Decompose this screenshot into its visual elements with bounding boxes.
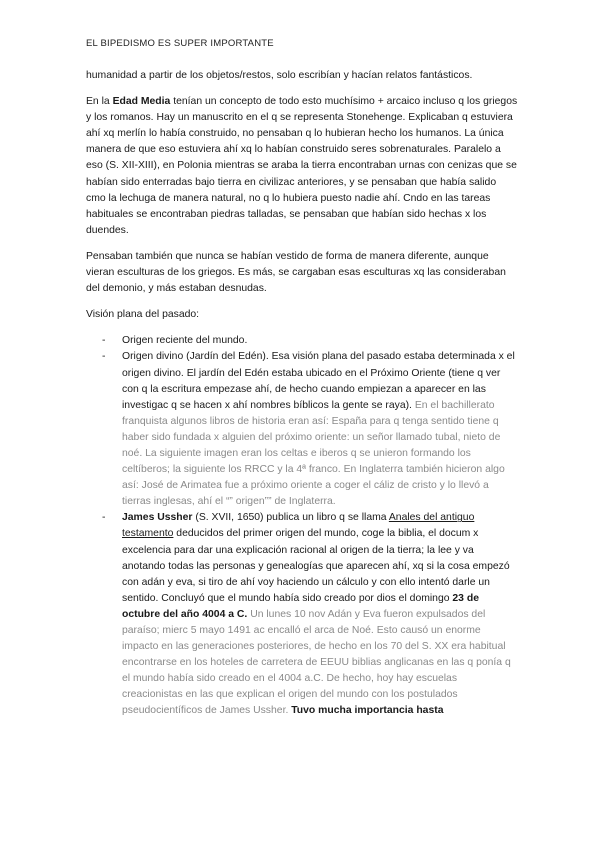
list-item [86, 510, 518, 719]
text-span: tenían un concepto de todo esto muchísimo + arcaico incluso q los griegos y los romanos. Hay un manuscrito en el q se representa Stonehenge. Explicaban q estuviera ahí xq merlín lo había construido, no pensaban q lo hubieran hecho los humanos. La única manera de que eso estuviera ahí xq lo habían construido seres sobrenaturales. Paralelo a eso (S. XII-XIII), en Polonia mientras se araba la tierra encontraban urnas con cenizas que se habían sido enterradas bajo tierra en civilizac anteriores, y se pensaban que había salido cmo la lechuga de manera natural, no q lo hubiera puesto nadie ahí. Cndo en las tareas habituales se encontraban piedras talladas, se pensaban que habían sido hechas x los duendes. [86, 96, 518, 236]
paragraph-vestimenta: Pensaban también que nunca se habían vestido de forma de manera diferente, aunque vieran esculturas de los griegos. Es más, se cargaban esas esculturas xq las consideraban del demonio, y más estaban desnudas. [86, 250, 506, 295]
list-item-text: Origen divino (Jardín del Edén). Esa visión plana del pasado estaba determinada x el origen divino. El jardín del Edén estaba ubicado en el Próximo Oriente (tiene q ver con q la escritura empezase ahí, de hecho cuando empiezan a aparecer en las investigac q se hacen x ahí nombres bíblicos la gente se raya). [122, 351, 515, 411]
list-item-gray-text: En el bachillerato franquista algunos libros de historia eran así: España para q tenga sentido tiene q haber sido fundada x alguien del próximo oriente: un señor llamado tubal, nieto de noé. La siguiente imagen eran los celtas e iberos q se unieron formando los celtíberos; la siguiente los RRCC y la 4ª franco. En Inglaterra también hicieron algo así: José de Arimatea fue a próximo oriente a coger el cáliz de cristo y lo llevó a tierras inglesas, ahí el “” origen”” de Inglaterra. [122, 399, 505, 508]
underlined-book-title: Anales del antiguo testamento [122, 512, 475, 540]
paragraph-continuation: humanidad a partir de los objetos/restos, solo escribían y hacían relatos fantásticos. [86, 70, 473, 81]
document-body [86, 68, 518, 720]
paragraph-vision-plana: Visión plana del pasado: [86, 309, 200, 321]
bold-trailing-text: Tuvo mucha importancia hasta [288, 705, 444, 717]
list-dash: - [102, 335, 106, 347]
list-dash: - [102, 351, 106, 363]
list-item [86, 333, 518, 349]
list-item-gray-text: Un lunes 10 nov Adán y Eva fueron expulsados del paraíso; mierc 5 mayo 1491 ac encalló el arca de Noé. Esto causó un enorme impacto en las generaciones posteriores, de hecho en los 70 del S. XX era habitual encontrarse en los hoteles de carretera de EEUU biblias anglicanas en las q ponía q el mundo había sido creado en el 4004 a.C. De hecho, hoy hay escuelas creacionistas en las que explican el origen del mundo con los postulados pseudocientíficos de James Ussher. [122, 608, 511, 717]
list-dash: - [102, 512, 106, 524]
text-span: En la [86, 96, 113, 108]
bold-name-ussher: James Ussher [122, 512, 193, 524]
paragraph-edad-media [86, 94, 518, 239]
bullet-list [86, 333, 518, 719]
bold-term-edad-media: Edad Media [112, 96, 171, 108]
list-item-text: deducidos del primer origen del mundo, coge la biblia, el docum x excelencia para dar una explicación racional al origen de la tierra; la lee y va anotando todas las personas y genealogías que aparecen ahí, xq si la cosa empezó con adán y eva, si tiro de ahí voy haciendo un cálculo y con ello intentó darle un sentido. Concluyó que el mundo había sido creado por dios el domingo [122, 528, 510, 604]
list-item-text: Origen reciente del mundo. [122, 335, 248, 347]
page-header: EL BIPEDISMO ES SUPER IMPORTANTE [86, 38, 274, 49]
list-item-text: (S. XVII, 1650) publica un libro q se llama [192, 512, 389, 524]
bold-date: 23 de octubre del año 4004 a C. [122, 592, 479, 620]
list-item [86, 349, 518, 510]
